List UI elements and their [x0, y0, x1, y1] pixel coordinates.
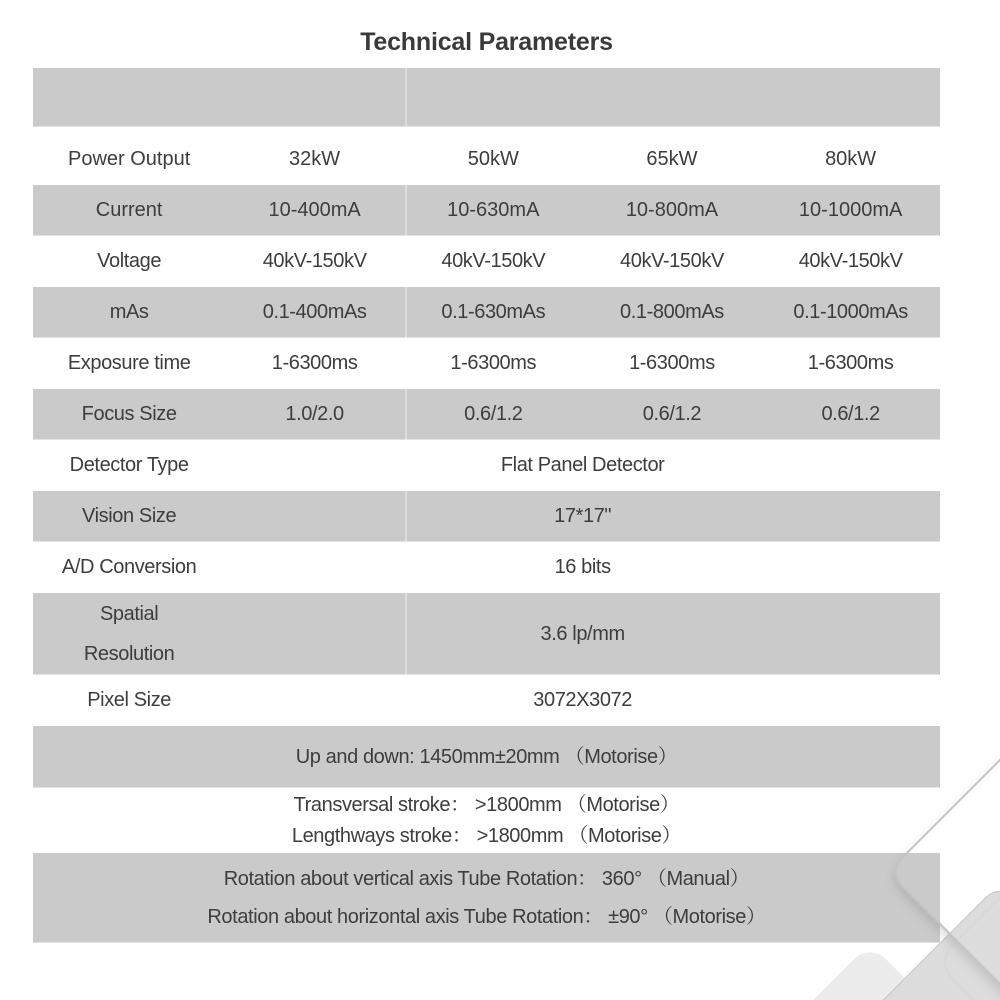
row-label: Current	[95, 199, 163, 221]
table-row-detector-type	[33, 440, 940, 491]
table-row-pixel-size	[33, 675, 940, 726]
table-header-band	[33, 68, 940, 127]
full-row-line: Rotation about horizontal axis Tube Rotation： ±90° （Motorise）	[207, 906, 766, 928]
row-label: Pixel Size	[87, 689, 172, 711]
row-value: 10-800mA	[625, 199, 719, 221]
page-title: Technical Parameters	[360, 28, 613, 56]
table-row-strokes	[33, 788, 940, 853]
table-row-power-output	[33, 134, 940, 185]
spec-table	[33, 68, 940, 943]
row-label-line: Resolution	[83, 643, 175, 665]
row-label-line: Spatial	[99, 603, 159, 625]
table-row-up-down-stroke	[33, 726, 940, 788]
row-value: 1-6300ms	[807, 352, 894, 374]
row-value-span: 3.6 lp/mm	[540, 622, 625, 645]
row-value: 0.1-400mAs	[262, 301, 367, 323]
row-value: 80kW	[825, 148, 877, 170]
table-row-vision-size	[33, 491, 940, 542]
table-row-current	[33, 185, 940, 236]
row-value: 1-6300ms	[629, 352, 715, 374]
row-label: Vision Size	[82, 505, 177, 527]
table-row-rotations	[33, 853, 940, 943]
row-label	[33, 593, 225, 675]
row-label: Detector Type	[69, 454, 189, 476]
row-value: 1.0/2.0	[285, 403, 344, 425]
row-value: 0.1-1000mAs	[793, 301, 908, 323]
row-label: Power Output	[67, 148, 191, 170]
row-value: 1-6300ms	[271, 352, 358, 374]
table-row-voltage	[33, 236, 940, 287]
row-value-span: 17*17"	[554, 505, 612, 527]
row-value: 50kW	[467, 148, 519, 170]
row-value: 1-6300ms	[450, 352, 537, 374]
table-row-spatial-resolution	[33, 593, 940, 675]
table-row-mas	[33, 287, 940, 338]
table-row-focus-size	[33, 389, 940, 440]
row-value: 0.1-800mAs	[620, 301, 724, 323]
row-value: 10-1000mA	[798, 199, 903, 221]
row-value-span: 16 bits	[554, 556, 611, 578]
row-label: Voltage	[97, 250, 162, 272]
row-value: 0.1-630mAs	[441, 301, 546, 323]
row-value: 40kV-150kV	[620, 250, 724, 272]
row-value-span: 3072X3072	[533, 689, 632, 711]
full-row-line: Up and down: 1450mm±20mm （Motorise）	[295, 745, 678, 768]
row-label: A/D Conversion	[61, 556, 197, 578]
full-row-line: Lengthways stroke： >1800mm （Motorise）	[291, 824, 682, 847]
row-value: 0.6/1.2	[642, 403, 702, 425]
row-label: Focus Size	[81, 403, 177, 425]
table-row-ad-conversion	[33, 542, 940, 593]
row-value: 40kV-150kV	[441, 250, 546, 272]
row-value: 10-400mA	[268, 199, 361, 221]
row-value: 0.6/1.2	[464, 403, 523, 425]
row-value: 10-630mA	[447, 199, 540, 221]
row-value: 32kW	[289, 148, 341, 170]
row-label: Exposure time	[67, 352, 191, 374]
decor-diamond-outline-faint	[934, 744, 1000, 1000]
full-row-line: Rotation about vertical axis Tube Rotation： 360° （Manual）	[223, 868, 750, 890]
row-label: mAs	[109, 301, 149, 323]
row-value: 40kV-150kV	[798, 250, 903, 272]
row-value: 40kV-150kV	[262, 250, 367, 272]
decor-diamond-fill-light	[693, 943, 1000, 1000]
row-value-span: Flat Panel Detector	[500, 454, 665, 476]
row-value: 0.6/1.2	[821, 403, 880, 425]
row-value: 65kW	[646, 148, 698, 170]
full-row-line: Transversal stroke： >1800mm （Motorise）	[293, 793, 680, 816]
table-row-exposure-time	[33, 338, 940, 389]
